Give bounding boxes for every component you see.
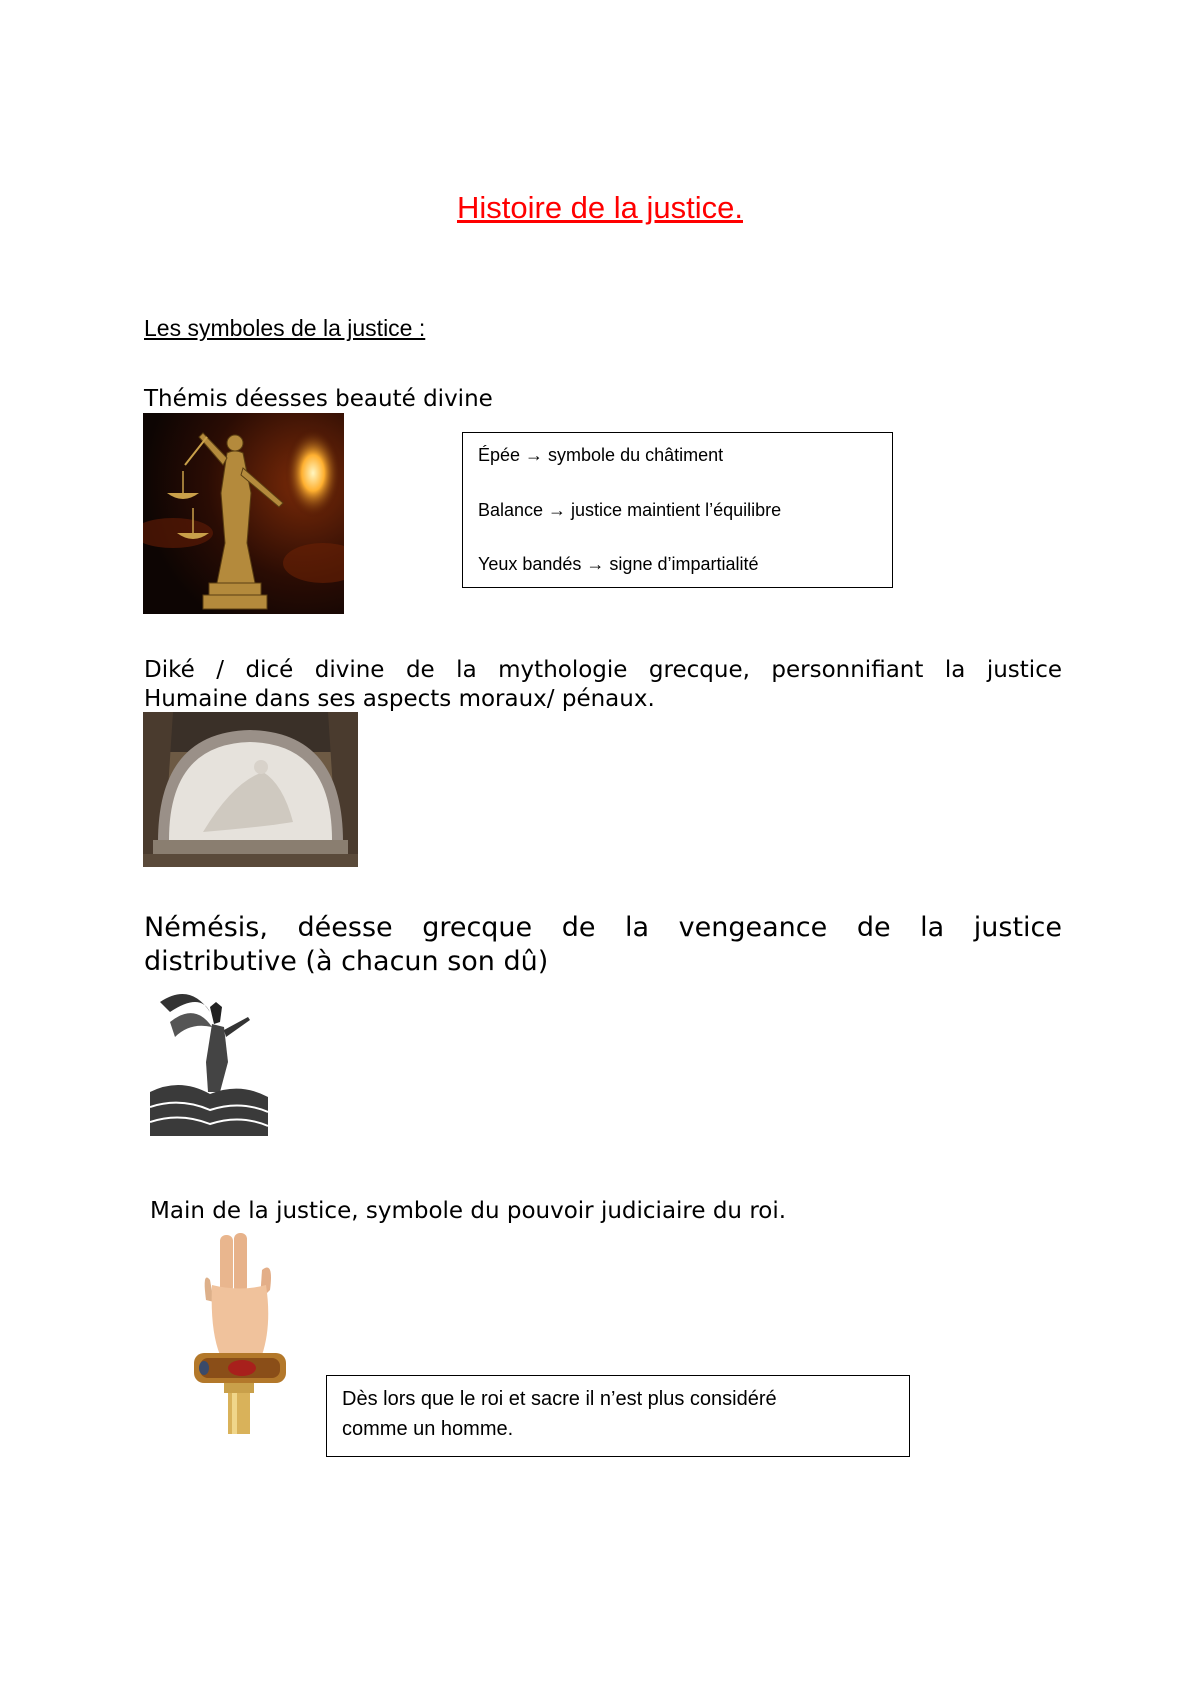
roi-sacre-box <box>326 1375 910 1457</box>
nemesis-line-1-text: Némésis, déesse grecque de la vengeance de la justice <box>144 912 1062 943</box>
roi-sacre-line-1: Dès lors que le roi et sacre il n’est plus considéré <box>342 1388 777 1410</box>
symbol-balance: Balance → justice maintient l’équilibre <box>478 500 782 520</box>
themis-heading: Thémis déesses beauté divine <box>144 386 493 412</box>
themis-statue-image <box>143 413 344 614</box>
section-subtitle: Les symboles de la justice : <box>144 315 426 341</box>
nemesis-engraving-image <box>150 982 268 1136</box>
main-justice-image <box>190 1230 290 1434</box>
dike-line-1 <box>144 656 1062 685</box>
themis-symbols-box <box>462 432 893 588</box>
nemesis-line-2: distributive (à chacun son dû) <box>144 946 549 977</box>
dike-line-2: Humaine dans ses aspects moraux/ pénaux. <box>144 686 655 712</box>
page-title: Histoire de la justice. <box>456 190 743 225</box>
symbol-epee: Épée → symbole du châtiment <box>478 445 724 465</box>
dike-relief-image <box>143 712 358 867</box>
roi-sacre-line-2: comme un homme. <box>342 1418 514 1440</box>
main-justice-heading: Main de la justice, symbole du pouvoir judiciaire du roi. <box>150 1198 787 1224</box>
nemesis-line-1 <box>144 911 1062 945</box>
dike-line-1-text: Diké / dicé divine de la mythologie grecque, personnifiant la justice <box>144 657 1062 683</box>
symbol-yeux-bandes: Yeux bandés → signe d’impartialité <box>478 554 759 574</box>
